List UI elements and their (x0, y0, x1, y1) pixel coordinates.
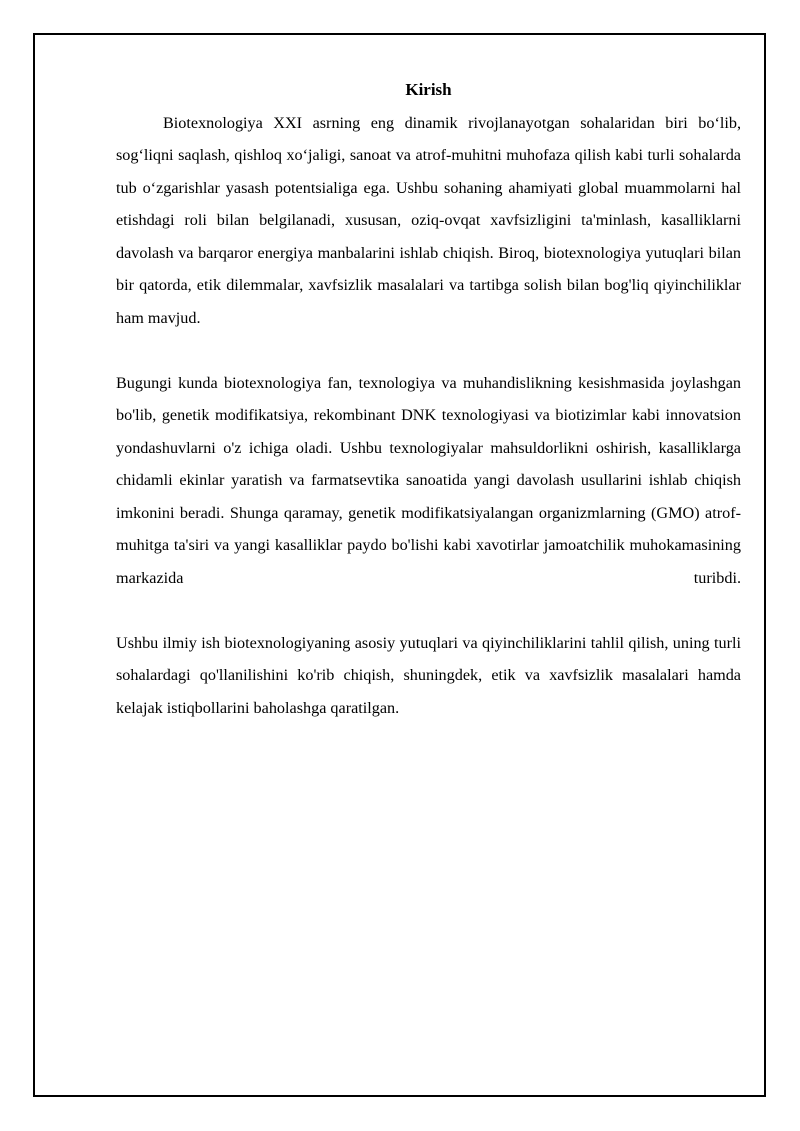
document-body (116, 74, 741, 724)
paragraph-purpose: Ushbu ilmiy ish biotexnologiyaning asosiy yutuqlari va qiyinchiliklarini tahlil qilish, uning turli sohalardagi qo'llanilishini ko'rib chiqish, shuningdek, etik va xavfsizlik masalalari hamda kelajak istiqbollarini baholashga qaratilgan. (116, 633, 741, 717)
document-title: Kirish (405, 80, 452, 99)
paragraph-spacer (116, 594, 741, 627)
paragraph-technologies: Bugungi kunda biotexnologiya fan, texnologiya va muhandislikning kesishmasida joylashgan bo'lib, genetik modifikatsiya, rekombinant DNK texnologiyasi va biotizimlar kabi innovatsion yondashuvlarni o'z ichiga oladi. Ushbu texnologiyalar mahsuldorlikni oshirish, kasalliklarga chidamli ekinlar yaratish va farmatsevtika sanoatida yangi davolash usullarini ishlab chiqish imkonini beradi. Shunga qaramay, genetik modifikatsiyalangan organizmlarning (GMO) atrof-muhitga ta'siri va yangi kasalliklar paydo bo'lishi kabi xavotirlar jamoatchilik muhokamasining markazida turibdi. (116, 373, 741, 587)
paragraph-spacer (116, 334, 741, 367)
paragraph-intro: Biotexnologiya XXI asrning eng dinamik rivojlanayotgan sohalaridan biri bo‘lib, sog‘liqni saqlash, qishloq xo‘jaligi, sanoat va atrof-muhitni muhofaza qilish kabi turli sohalarda tub o‘zgarishlar yasash potentsialiga ega. Ushbu sohaning ahamiyati global muammolarni hal etishdagi roli bilan belgilanadi, xususan, oziq-ovqat xavfsizligini ta'minlash, kasalliklarni davolash va barqaror energiya manbalarini ishlab chiqish. Biroq, biotexnologiya yutuqlari bilan bir qatorda, etik dilemmalar, xavfsizlik masalalari va tartibga solish bilan bog'liq qiyinchiliklar ham mavjud. (116, 113, 741, 327)
